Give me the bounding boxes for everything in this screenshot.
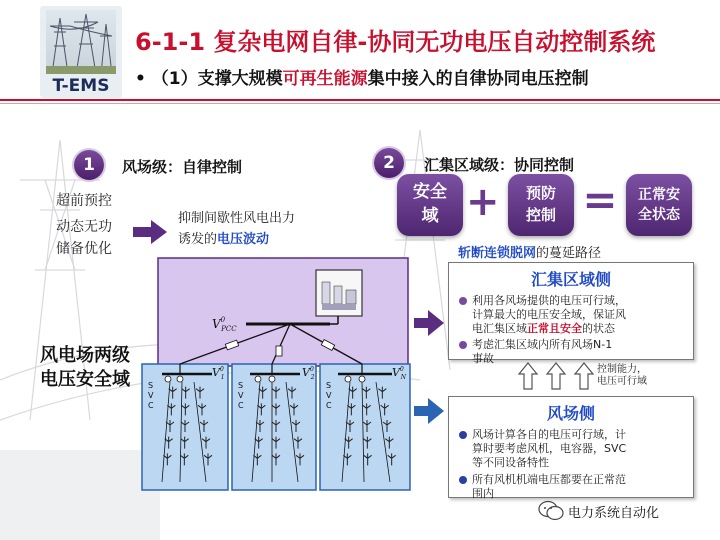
step-2-label: 汇集区域级：协同控制 — [424, 156, 575, 174]
transformer-icon — [345, 376, 351, 382]
watermark-text: 电力系统自动化 — [568, 506, 660, 521]
svc-letter: C — [326, 401, 332, 410]
regional-bullet — [459, 294, 685, 336]
arrow-to-farm-icon — [414, 398, 444, 424]
safety-domain-pill — [397, 174, 463, 236]
wind-farm-area-3 — [320, 364, 410, 490]
logo-text: T-EMS — [52, 76, 110, 96]
svc-letter: V — [238, 391, 244, 400]
v1-label: $V^0$ 1 — [212, 366, 225, 381]
plus-icon: + — [466, 179, 500, 225]
normal-state-pill — [626, 174, 692, 236]
chain-trip-highlight: 斩断连锁脱网 — [458, 246, 537, 261]
bullet-dot-icon — [459, 431, 467, 439]
transformer-icon — [255, 376, 261, 382]
farm-bullet — [459, 473, 685, 501]
step-1-item: 储备优化 — [56, 241, 112, 257]
subtitle-highlight: 可再生能源 — [282, 69, 368, 89]
header-divider-thin — [0, 103, 720, 104]
chain-trip-caption — [458, 242, 601, 261]
subtitle-part1: （1）支撑 — [151, 69, 232, 89]
subtitle-part4: 集中接入的自律协同电压控制 — [367, 69, 589, 89]
step-1-item: 动态无功 — [56, 219, 112, 235]
page-subtitle — [135, 64, 589, 89]
caption-line2-prefix: 诱发的 — [178, 232, 218, 247]
equals-icon: = — [582, 175, 618, 224]
bullet-dot-icon — [459, 341, 467, 349]
pill-line: 全状态 — [638, 207, 680, 223]
regional-panel-title: 汇集区域侧 — [530, 270, 611, 289]
regional-side-panel — [448, 262, 694, 365]
pill-line: 正常安 — [638, 187, 680, 203]
farm-side-panel — [448, 396, 694, 498]
preventive-control-pill — [508, 174, 574, 236]
bullet-line: 计算最大的电压安全域，保证风 — [472, 308, 626, 321]
svc-letter: S — [238, 381, 244, 390]
transformer-icon — [359, 376, 365, 382]
bullet-line: 所有风机机端电压都要在正常范 — [472, 473, 626, 486]
feedback-line: 电压可行域 — [597, 376, 647, 387]
bullet-dot-icon — [459, 297, 467, 305]
regional-area — [158, 258, 408, 366]
logo — [40, 6, 122, 98]
svc-letter: S — [148, 381, 154, 390]
transformer-icon — [269, 376, 275, 382]
bullet-text: 的状态 — [582, 322, 615, 335]
svc-letter: V — [148, 391, 154, 400]
step-1-label: 风场级：自律控制 — [122, 158, 243, 176]
substation-icon — [316, 270, 362, 316]
bullet-line: 围内 — [472, 487, 494, 500]
step-2-badge: 2 — [374, 148, 404, 178]
transformer-icon — [165, 376, 171, 382]
feedback-line: 控制能力， — [597, 364, 647, 375]
bullet-line: 事故 — [472, 352, 494, 365]
vn-label: $V^0$ N — [392, 366, 407, 381]
farm-panel-title: 风场侧 — [546, 404, 595, 423]
subtitle-bullet: • — [135, 69, 146, 89]
subtitle-part2: 大规模 — [231, 69, 283, 89]
caption-line1: 抑制间歇性风电出力 — [178, 211, 296, 226]
step-1-list — [56, 190, 112, 260]
svc-letter: S — [326, 381, 332, 390]
page-title: 6-1-1 复杂电网自律-协同无功电压自动控制系统 — [135, 28, 656, 56]
impedance-icon — [276, 346, 282, 356]
farm-bullet — [459, 428, 685, 470]
tower-photo-icon — [46, 10, 116, 74]
step-1-item: 超前预控 — [56, 193, 112, 209]
bullet-line: 利用各风场提供的电压可行域， — [472, 294, 626, 307]
pill-line: 安全 — [413, 182, 447, 202]
svc-letter: C — [148, 401, 154, 410]
wind-farm-diagram — [140, 252, 412, 496]
two-level-domain-label — [40, 344, 130, 392]
step-1-badge: 1 — [74, 150, 104, 180]
chain-trip-suffix: 的蔓延路径 — [536, 246, 602, 261]
bullet-highlight: 正常且安全 — [527, 322, 582, 335]
bullet-line: 等不同设备特性 — [472, 456, 549, 469]
transformer-icon — [177, 376, 183, 382]
wechat-icon — [538, 500, 564, 522]
up-arrows-icon — [518, 362, 594, 390]
bullet-dot-icon — [459, 476, 467, 484]
svc-letter: C — [238, 401, 244, 410]
svc-letter: V — [326, 391, 332, 400]
pill-line: 域 — [421, 206, 439, 226]
bullet-line — [472, 322, 685, 336]
wind-farm-area-2 — [232, 364, 316, 490]
step-1-caption — [178, 208, 295, 250]
side-label-line: 风电场两级 — [40, 345, 130, 366]
step-1-arrow-icon — [133, 220, 167, 244]
feedback-label — [597, 364, 647, 388]
vpcc-label: $V^0$ PCC — [212, 316, 237, 333]
bullet-line: 考虑汇集区域内所有风场N-1 — [472, 338, 613, 351]
caption-highlight: 电压波动 — [217, 232, 270, 247]
bullet-line: 算时要考虑风机，电容器，SVC — [472, 442, 627, 455]
header-divider — [0, 99, 720, 101]
v2-label: $V^0$ 2 — [302, 366, 315, 381]
pill-line: 控制 — [525, 206, 556, 224]
arrow-to-region-icon — [414, 310, 444, 336]
pill-line: 预防 — [525, 184, 556, 202]
bullet-text: 电汇集区域 — [472, 322, 527, 335]
bullet-line: 风场计算各自的电压可行域，计 — [472, 428, 626, 441]
side-label-line: 电压安全域 — [40, 369, 130, 390]
